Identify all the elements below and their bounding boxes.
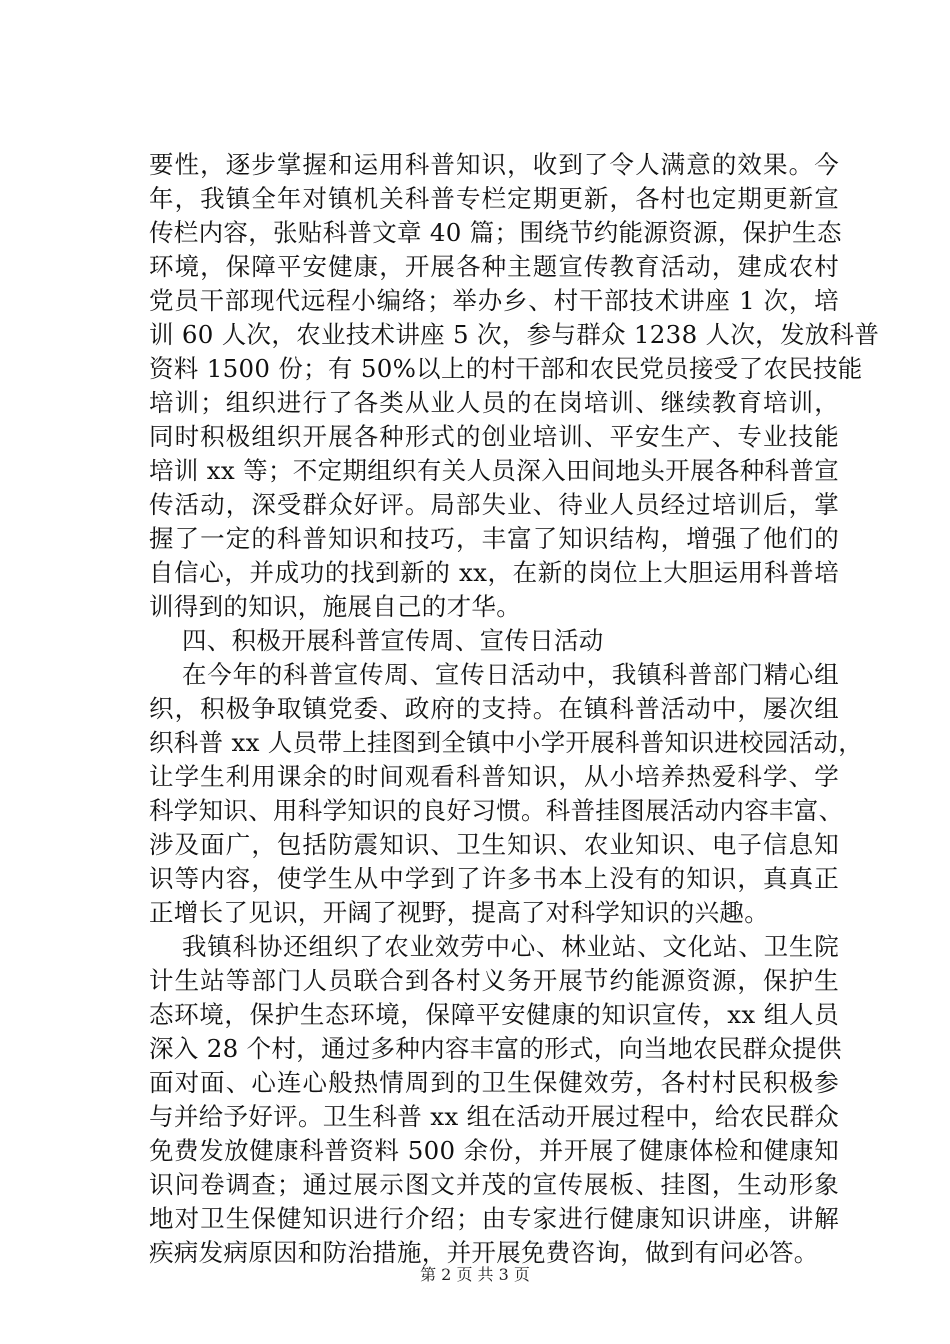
text-line: 地对卫生保健知识进行介绍；由专家进行健康知识讲座，讲解 bbox=[149, 1204, 839, 1233]
text-line: 与并给予好评。卫生科普 xx 组在活动开展过程中，给农民群众 bbox=[149, 1102, 839, 1131]
text-line: 资料 1500 份；有 50%以上的村干部和农民党员接受了农民技能 bbox=[149, 354, 863, 383]
text-line: 传活动，深受群众好评。局部失业、待业人员经过培训后，掌 bbox=[149, 490, 839, 519]
text-line: 训得到的知识，施展自己的才华。 bbox=[149, 592, 521, 621]
text-line: 训 60 人次，农业技术讲座 5 次，参与群众 1238 人次，发放科普 bbox=[149, 320, 880, 349]
text-line: 党员干部现代远程小编络；举办乡、村干部技术讲座 1 次，培 bbox=[149, 286, 839, 315]
text-line: 环境，保障平安健康，开展各种主题宣传教育活动，建成农村 bbox=[149, 252, 839, 281]
text-line: 培训 xx 等；不定期组织有关人员深入田间地头开展各种科普宣 bbox=[149, 456, 839, 485]
text-line: 培训；组织进行了各类从业人员的在岗培训、继续教育培训， bbox=[149, 388, 839, 417]
body-text bbox=[149, 148, 880, 1270]
section-heading: 四、积极开展科普宣传周、宣传日活动 bbox=[182, 626, 604, 655]
text-line: 让学生利用课余的时间观看科普知识，从小培养热爱科学、学 bbox=[149, 762, 839, 791]
text-line: 在今年的科普宣传周、宣传日活动中，我镇科普部门精心组 bbox=[182, 660, 839, 689]
text-line: 疾病发病原因和防治措施，并开展免费咨询，做到有问必答。 bbox=[149, 1238, 819, 1267]
text-line: 面对面、心连心般热情周到的卫生保健效劳，各村村民积极参 bbox=[149, 1068, 839, 1097]
text-line: 同时积极组织开展各种形式的创业培训、平安生产、专业技能 bbox=[149, 422, 839, 451]
text-line: 态环境，保护生态环境，保障平安健康的知识宣传，xx 组人员 bbox=[149, 1000, 839, 1029]
text-line: 自信心，并成功的找到新的 xx，在新的岗位上大胆运用科普培 bbox=[149, 558, 839, 587]
text-line: 要性，逐步掌握和运用科普知识，收到了令人满意的效果。今 bbox=[149, 150, 839, 179]
text-line: 深入 28 个村，通过多种内容丰富的形式，向当地农民群众提供 bbox=[149, 1034, 842, 1063]
text-line: 涉及面广，包括防震知识、卫生知识、农业知识、电子信息知 bbox=[149, 830, 839, 859]
text-line: 免费发放健康科普资料 500 余份，并开展了健康体检和健康知 bbox=[149, 1136, 839, 1165]
text-line: 识等内容，使学生从中学到了许多书本上没有的知识，真真正 bbox=[149, 864, 839, 893]
text-line: 年，我镇全年对镇机关科普专栏定期更新，各村也定期更新宣 bbox=[149, 184, 839, 213]
page-footer: 第 2 页 共 3 页 bbox=[420, 1265, 530, 1284]
text-line: 识问卷调查；通过展示图文并茂的宣传展板、挂图，生动形象 bbox=[149, 1170, 839, 1199]
text-line: 织，积极争取镇党委、政府的支持。在镇科普活动中，屡次组 bbox=[149, 694, 839, 723]
text-line: 织科普 xx 人员带上挂图到全镇中小学开展科普知识进校园活动， bbox=[149, 728, 864, 757]
text-line: 科学知识、用科学知识的良好习惯。科普挂图展活动内容丰富、 bbox=[149, 796, 844, 825]
text-line: 我镇科协还组织了农业效劳中心、林业站、文化站、卫生院 bbox=[182, 932, 839, 961]
text-line: 正增长了见识，开阔了视野，提高了对科学知识的兴趣。 bbox=[149, 898, 769, 927]
text-line: 握了一定的科普知识和技巧，丰富了知识结构，增强了他们的 bbox=[149, 524, 839, 553]
text-line: 计生站等部门人员联合到各村义务开展节约能源资源，保护生 bbox=[149, 966, 839, 995]
text-line: 传栏内容，张贴科普文章 40 篇；围绕节约能源资源，保护生态 bbox=[149, 218, 842, 247]
